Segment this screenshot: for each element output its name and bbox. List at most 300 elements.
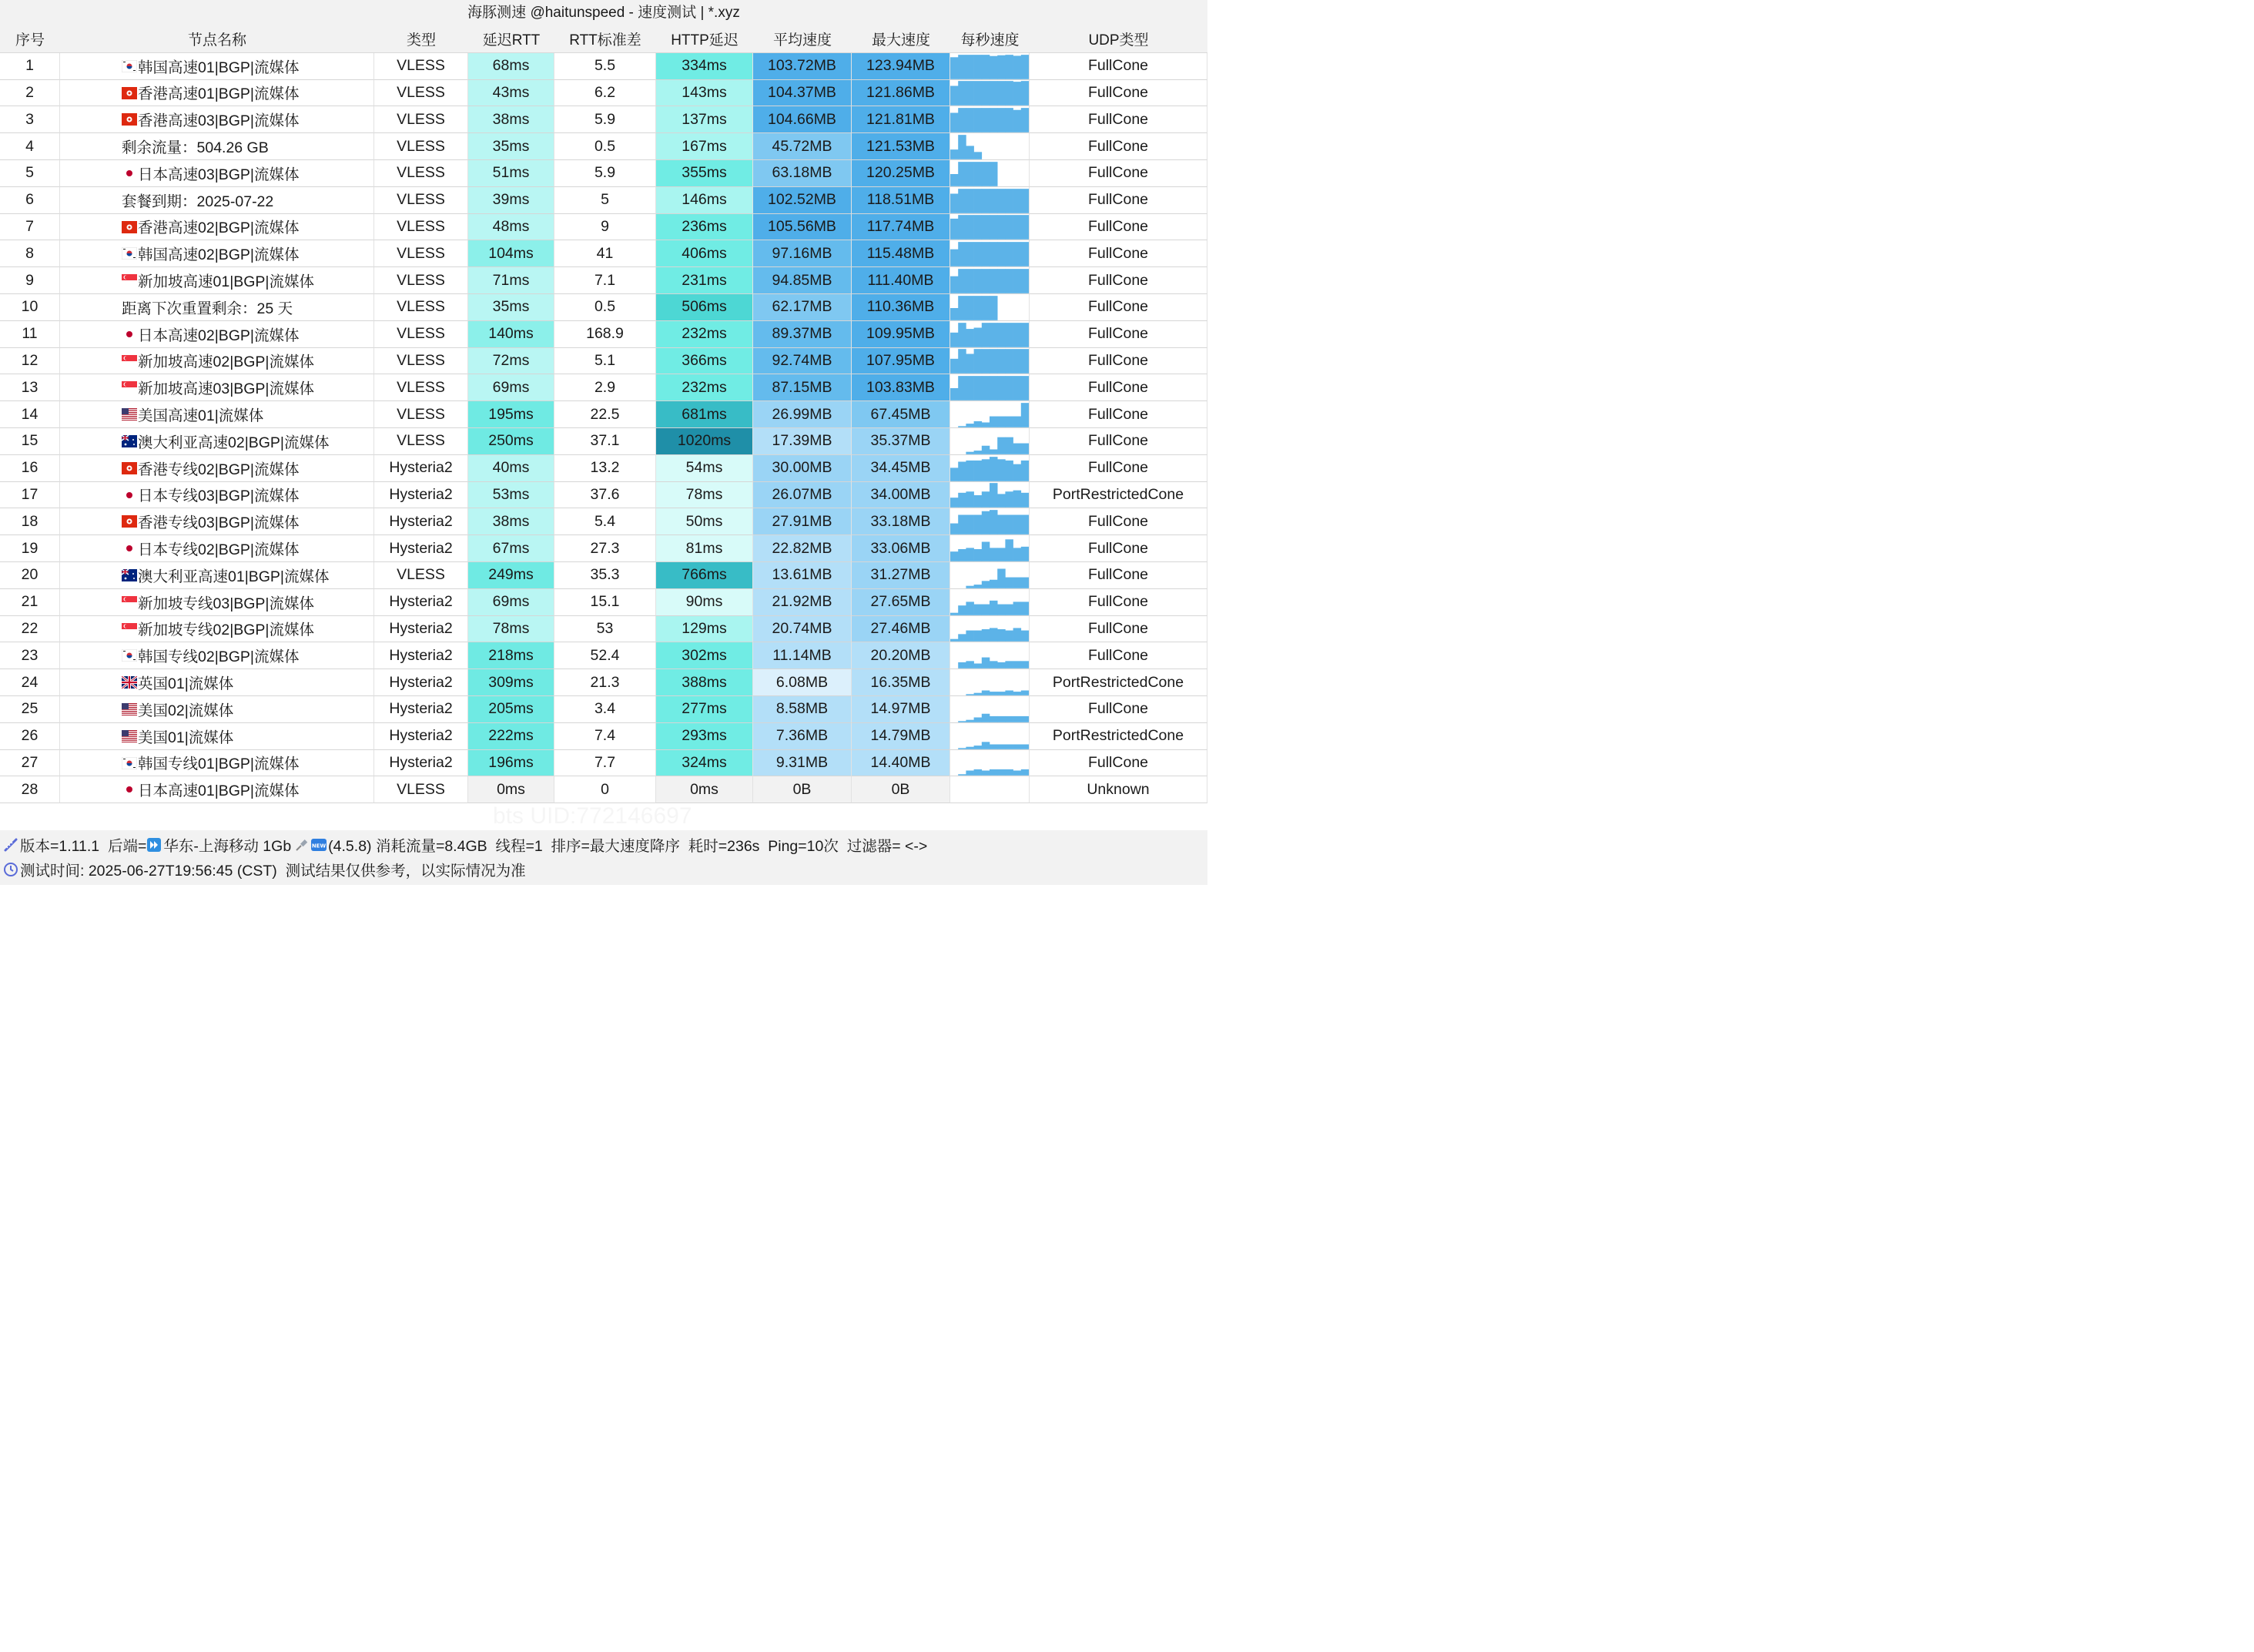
- speed-bar: [966, 354, 973, 374]
- speed-bar: [982, 771, 990, 776]
- speed-bar: [966, 242, 973, 266]
- udp-type-cell: FullCone: [1030, 187, 1207, 214]
- node-type: VLESS: [374, 267, 468, 294]
- speed-bar: [1013, 692, 1021, 695]
- per-second-speed-sparkline: [950, 401, 1030, 428]
- http-latency-cell: 231ms: [656, 267, 753, 294]
- avg-speed-cell: 102.52MB: [753, 187, 852, 214]
- node-name-cell: [60, 106, 374, 133]
- column-header[interactable]: HTTP延迟: [656, 26, 753, 53]
- node-name-cell: [60, 374, 374, 401]
- http-latency-cell: 766ms: [656, 562, 753, 589]
- row-index: 15: [0, 428, 60, 455]
- row-index: 5: [0, 160, 60, 187]
- avg-speed-cell: 94.85MB: [753, 267, 852, 294]
- speed-bar: [950, 524, 958, 534]
- rtt-std-cell: 168.9: [554, 321, 656, 348]
- speed-bar: [974, 769, 982, 776]
- speed-bar: [1005, 82, 1013, 106]
- speed-bar: [1005, 242, 1013, 266]
- speed-bar: [974, 269, 982, 293]
- speed-bar: [990, 628, 997, 642]
- jp-flag-icon: [122, 328, 137, 340]
- udp-type-cell: FullCone: [1030, 133, 1207, 160]
- avg-speed-cell: 26.99MB: [753, 401, 852, 428]
- node-type: VLESS: [374, 187, 468, 214]
- udp-type-cell: FullCone: [1030, 240, 1207, 267]
- speed-bar: [974, 495, 982, 508]
- speed-bar: [966, 492, 973, 508]
- node-name: 日本专线02|BGP|流媒体: [138, 541, 300, 559]
- speed-bar: [966, 585, 973, 588]
- http-latency-cell: 90ms: [656, 589, 753, 616]
- kr-flag-icon: [122, 649, 137, 662]
- speed-bar: [966, 269, 973, 293]
- row-index: 24: [0, 669, 60, 696]
- speed-bar: [1021, 631, 1029, 642]
- speed-bar: [966, 162, 973, 186]
- rtt-cell: 39ms: [468, 187, 554, 214]
- node-name-cell: [60, 642, 374, 669]
- node-name: 美国02|流媒体: [138, 702, 234, 719]
- rtt-cell: 78ms: [468, 616, 554, 643]
- speed-bar: [997, 629, 1005, 642]
- new-badge-icon: [311, 837, 327, 853]
- node-type: VLESS: [374, 321, 468, 348]
- node-name-cell: [60, 750, 374, 777]
- row-index: 6: [0, 187, 60, 214]
- speed-bar: [1021, 350, 1029, 374]
- column-header[interactable]: 类型: [374, 26, 468, 53]
- avg-speed-cell: 104.66MB: [753, 106, 852, 133]
- node-type: VLESS: [374, 428, 468, 455]
- node-name-cell: [60, 267, 374, 294]
- speed-bar: [974, 717, 982, 722]
- speed-bar: [1005, 417, 1013, 427]
- rtt-cell: 51ms: [468, 160, 554, 187]
- rtt-cell: 48ms: [468, 214, 554, 241]
- node-type: VLESS: [374, 53, 468, 80]
- rtt-std-cell: 0: [554, 776, 656, 803]
- http-latency-cell: 506ms: [656, 294, 753, 321]
- us-flag-icon: [122, 408, 137, 421]
- speed-bar: [990, 55, 997, 79]
- speed-bar: [974, 55, 982, 79]
- avg-speed-cell: 21.92MB: [753, 589, 852, 616]
- http-latency-cell: 681ms: [656, 401, 753, 428]
- node-name: 套餐到期：2025-07-22: [122, 193, 274, 210]
- http-latency-cell: 406ms: [656, 240, 753, 267]
- speed-bar: [950, 388, 958, 400]
- max-speed-cell: 67.45MB: [852, 401, 950, 428]
- rtt-std-cell: 22.5: [554, 401, 656, 428]
- column-header[interactable]: 序号: [0, 26, 60, 53]
- column-header[interactable]: 延迟RTT: [468, 26, 554, 53]
- max-speed-cell: 33.18MB: [852, 508, 950, 535]
- speed-bar: [966, 746, 973, 749]
- node-name: 英国01|流媒体: [138, 675, 234, 693]
- udp-type-cell: FullCone: [1030, 428, 1207, 455]
- node-type: Hysteria2: [374, 455, 468, 482]
- rtt-std-cell: 53: [554, 616, 656, 643]
- node-name: 日本高速02|BGP|流媒体: [138, 327, 300, 344]
- column-header[interactable]: UDP类型: [1030, 26, 1207, 53]
- rtt-std-cell: 21.3: [554, 669, 656, 696]
- row-index: 20: [0, 562, 60, 589]
- speed-bar: [997, 494, 1005, 508]
- node-name: 日本高速03|BGP|流媒体: [138, 166, 300, 183]
- rtt-cell: 196ms: [468, 750, 554, 777]
- max-speed-cell: 14.79MB: [852, 723, 950, 750]
- rtt-std-cell: 5: [554, 187, 656, 214]
- column-header[interactable]: 每秒速度: [950, 26, 1030, 53]
- speed-bar: [982, 581, 990, 588]
- udp-type-cell: FullCone: [1030, 401, 1207, 428]
- speed-bar: [997, 242, 1005, 266]
- speed-bar: [1021, 403, 1029, 427]
- node-name: 香港高速03|BGP|流媒体: [138, 112, 300, 130]
- max-speed-cell: 109.95MB: [852, 321, 950, 348]
- udp-type-cell: FullCone: [1030, 589, 1207, 616]
- max-speed-cell: 27.46MB: [852, 616, 950, 643]
- rtt-cell: 69ms: [468, 374, 554, 401]
- speed-bar: [950, 113, 958, 132]
- node-name: 香港高速01|BGP|流媒体: [138, 85, 300, 103]
- speed-bar: [1005, 631, 1013, 642]
- node-name: 新加坡专线03|BGP|流媒体: [138, 595, 315, 612]
- speed-bar: [990, 350, 997, 374]
- speed-bar: [990, 269, 997, 293]
- speed-bar: [997, 350, 1005, 374]
- speed-bar: [990, 510, 997, 534]
- row-index: 26: [0, 723, 60, 750]
- udp-type-cell: FullCone: [1030, 750, 1207, 777]
- jp-flag-icon: [122, 489, 137, 501]
- hk-flag-icon: [122, 113, 137, 126]
- speed-bar: [974, 296, 982, 320]
- sg-flag-icon: [122, 355, 137, 367]
- udp-type-cell: FullCone: [1030, 80, 1207, 107]
- per-second-speed-sparkline: [950, 348, 1030, 375]
- node-name: 香港专线03|BGP|流媒体: [138, 514, 300, 532]
- speed-bar: [982, 604, 990, 615]
- speed-bar: [1013, 577, 1021, 588]
- speed-bar: [974, 216, 982, 240]
- jp-flag-icon: [122, 542, 137, 555]
- speed-bar: [950, 639, 958, 642]
- rtt-cell: 68ms: [468, 53, 554, 80]
- speed-bar: [1013, 744, 1021, 749]
- rtt-std-cell: 27.3: [554, 535, 656, 562]
- avg-speed-cell: 103.72MB: [753, 53, 852, 80]
- speed-bar: [950, 359, 958, 374]
- rtt-cell: 309ms: [468, 669, 554, 696]
- max-speed-cell: 31.27MB: [852, 562, 950, 589]
- rtt-cell: 195ms: [468, 401, 554, 428]
- speed-bar: [958, 775, 966, 776]
- speed-bar: [997, 55, 1005, 79]
- node-name-cell: [60, 455, 374, 482]
- speed-bar: [990, 417, 997, 427]
- http-latency-cell: 388ms: [656, 669, 753, 696]
- speed-bar: [958, 82, 966, 106]
- speed-bar: [1013, 417, 1021, 427]
- speed-bar: [997, 744, 1005, 749]
- speed-bar: [1005, 492, 1013, 508]
- node-name: 剩余流量：504.26 GB: [122, 139, 269, 157]
- node-type: VLESS: [374, 562, 468, 589]
- avg-speed-cell: 87.15MB: [753, 374, 852, 401]
- http-latency-cell: 129ms: [656, 616, 753, 643]
- udp-type-cell: FullCone: [1030, 348, 1207, 375]
- speed-bar: [950, 149, 958, 159]
- node-name: 香港高速02|BGP|流媒体: [138, 219, 300, 237]
- speed-bar: [990, 162, 997, 186]
- per-second-speed-sparkline: [950, 53, 1030, 80]
- speed-bar: [1021, 376, 1029, 400]
- udp-type-cell: PortRestrictedCone: [1030, 723, 1207, 750]
- speed-bar: [990, 296, 997, 320]
- speed-bar: [1013, 661, 1021, 669]
- avg-speed-cell: 22.82MB: [753, 535, 852, 562]
- rtt-std-cell: 0.5: [554, 133, 656, 160]
- speed-bar: [950, 174, 958, 186]
- speed-bar: [974, 421, 982, 427]
- speed-bar: [950, 308, 958, 320]
- rtt-std-cell: 7.7: [554, 750, 656, 777]
- rtt-cell: 140ms: [468, 321, 554, 348]
- kr-flag-icon: [122, 757, 137, 769]
- speed-bar: [958, 748, 966, 749]
- speed-bar: [1021, 769, 1029, 776]
- speed-bar: [982, 350, 990, 374]
- node-name-cell: [60, 187, 374, 214]
- node-type: VLESS: [374, 240, 468, 267]
- speed-bar: [958, 189, 966, 213]
- speed-bar: [997, 769, 1005, 776]
- node-type: VLESS: [374, 106, 468, 133]
- sg-flag-icon: [122, 274, 137, 287]
- speed-bar: [974, 460, 982, 481]
- speed-bar: [1021, 269, 1029, 293]
- node-type: Hysteria2: [374, 589, 468, 616]
- speed-bar: [974, 631, 982, 642]
- column-header[interactable]: 平均速度: [753, 26, 852, 53]
- node-name-cell: [60, 240, 374, 267]
- speed-bar: [958, 515, 966, 534]
- http-latency-cell: 277ms: [656, 696, 753, 723]
- speed-bar: [966, 329, 973, 347]
- node-type: Hysteria2: [374, 750, 468, 777]
- satellite-icon: [294, 837, 310, 853]
- status-footer: [0, 830, 1207, 885]
- node-type: VLESS: [374, 80, 468, 107]
- speed-bar: [974, 242, 982, 266]
- max-speed-cell: 120.25MB: [852, 160, 950, 187]
- speed-bar: [974, 350, 982, 374]
- row-index: 16: [0, 455, 60, 482]
- http-latency-cell: 137ms: [656, 106, 753, 133]
- http-latency-cell: 302ms: [656, 642, 753, 669]
- speed-bar: [966, 146, 973, 159]
- rtt-cell: 72ms: [468, 348, 554, 375]
- watermark: [493, 803, 692, 829]
- node-type: Hysteria2: [374, 669, 468, 696]
- rtt-std-cell: 5.5: [554, 53, 656, 80]
- per-second-speed-sparkline: [950, 294, 1030, 321]
- node-name-cell: [60, 80, 374, 107]
- node-type: VLESS: [374, 294, 468, 321]
- speed-bar: [958, 108, 966, 132]
- speed-bar: [982, 511, 990, 534]
- speed-bar: [1005, 323, 1013, 347]
- column-header[interactable]: 最大速度: [852, 26, 950, 53]
- speed-bar: [1005, 604, 1013, 615]
- speed-bar: [974, 376, 982, 400]
- speed-bar: [1013, 82, 1021, 106]
- au-flag-icon: [122, 435, 137, 447]
- speed-bar: [966, 108, 973, 132]
- footer-line-2: [3, 859, 526, 880]
- speed-bar: [950, 612, 958, 615]
- rtt-std-cell: 41: [554, 240, 656, 267]
- speed-bar: [1021, 55, 1029, 79]
- node-name: 澳大利亚高速01|BGP|流媒体: [138, 568, 330, 585]
- speed-bar: [982, 459, 990, 481]
- speed-bar: [1013, 216, 1021, 240]
- node-type: Hysteria2: [374, 616, 468, 643]
- speed-bar: [974, 152, 982, 159]
- node-name: 韩国高速02|BGP|流媒体: [138, 246, 300, 264]
- speed-bar: [990, 579, 997, 588]
- footer-backend-name: 华东-上海移动 1Gb: [163, 838, 292, 855]
- node-name: 新加坡高速03|BGP|流媒体: [138, 380, 315, 398]
- speed-bar: [958, 426, 966, 427]
- row-index: 17: [0, 482, 60, 509]
- max-speed-cell: 110.36MB: [852, 294, 950, 321]
- speed-bar: [982, 629, 990, 642]
- kr-flag-icon: [122, 247, 137, 260]
- avg-speed-cell: 62.17MB: [753, 294, 852, 321]
- ruler-icon: [3, 837, 18, 853]
- speed-bar: [1013, 350, 1021, 374]
- max-speed-cell: 121.81MB: [852, 106, 950, 133]
- row-index: 25: [0, 696, 60, 723]
- speed-bar: [990, 744, 997, 749]
- us-flag-icon: [122, 730, 137, 742]
- speed-bar: [958, 549, 966, 561]
- speed-bar: [1021, 108, 1029, 132]
- row-index: 2: [0, 80, 60, 107]
- per-second-speed-sparkline: [950, 482, 1030, 509]
- avg-speed-cell: 105.56MB: [753, 214, 852, 241]
- speed-bar: [974, 162, 982, 186]
- node-name: 澳大利亚高速02|BGP|流媒体: [138, 434, 330, 451]
- speed-bar: [1013, 515, 1021, 534]
- footer-stats: (4.5.8) 消耗流量=8.4GB 线程=1 排序=最大速度降序 耗时=236s Ping=10次 过滤器= <->: [328, 838, 928, 855]
- speed-bar: [966, 601, 973, 615]
- avg-speed-cell: 8.58MB: [753, 696, 852, 723]
- speed-bar: [990, 600, 997, 615]
- per-second-speed-sparkline: [950, 723, 1030, 750]
- speed-bar: [1005, 690, 1013, 695]
- speed-bar: [958, 135, 966, 159]
- speed-bar: [1013, 628, 1021, 642]
- avg-speed-cell: 92.74MB: [753, 348, 852, 375]
- speed-bar: [966, 376, 973, 400]
- speed-bar: [997, 692, 1005, 695]
- row-index: 19: [0, 535, 60, 562]
- speed-bar: [997, 568, 1005, 588]
- http-latency-cell: 236ms: [656, 214, 753, 241]
- speed-bar: [974, 108, 982, 132]
- speed-bar: [958, 55, 966, 79]
- speed-bar: [997, 323, 1005, 347]
- speed-bar: [997, 515, 1005, 534]
- rtt-cell: 250ms: [468, 428, 554, 455]
- rtt-cell: 35ms: [468, 294, 554, 321]
- avg-speed-cell: 17.39MB: [753, 428, 852, 455]
- speed-bar: [958, 493, 966, 508]
- speed-bar: [1021, 577, 1029, 588]
- node-type: Hysteria2: [374, 508, 468, 535]
- max-speed-cell: 121.86MB: [852, 80, 950, 107]
- speed-bar: [997, 417, 1005, 427]
- speed-bar: [1013, 189, 1021, 213]
- row-index: 23: [0, 642, 60, 669]
- node-name-cell: [60, 535, 374, 562]
- node-type: VLESS: [374, 160, 468, 187]
- column-header[interactable]: 节点名称: [60, 26, 374, 53]
- rtt-cell: 38ms: [468, 508, 554, 535]
- speed-bar: [997, 437, 1005, 454]
- speed-bar: [1005, 460, 1013, 481]
- speed-bar: [990, 189, 997, 213]
- speed-bar: [950, 219, 958, 240]
- node-type: Hysteria2: [374, 642, 468, 669]
- node-name-cell: [60, 776, 374, 803]
- http-latency-cell: 143ms: [656, 80, 753, 107]
- au-flag-icon: [122, 569, 137, 581]
- speed-bar: [990, 449, 997, 454]
- http-latency-cell: 324ms: [656, 750, 753, 777]
- speed-bar: [990, 82, 997, 106]
- speed-bar: [974, 451, 982, 454]
- avg-speed-cell: 30.00MB: [753, 455, 852, 482]
- max-speed-cell: 121.53MB: [852, 133, 950, 160]
- udp-type-cell: FullCone: [1030, 562, 1207, 589]
- column-header[interactable]: RTT标准差: [554, 26, 656, 53]
- speed-bar: [974, 693, 982, 695]
- udp-type-cell: FullCone: [1030, 616, 1207, 643]
- speed-bar: [982, 742, 990, 749]
- speed-bar: [958, 269, 966, 293]
- max-speed-cell: 14.40MB: [852, 750, 950, 777]
- speed-bar: [1013, 323, 1021, 347]
- speed-bar: [1005, 376, 1013, 400]
- speed-bar: [974, 549, 982, 561]
- udp-type-cell: FullCone: [1030, 508, 1207, 535]
- results-table: [0, 26, 1207, 803]
- avg-speed-cell: 63.18MB: [753, 160, 852, 187]
- speed-bar: [1005, 661, 1013, 669]
- node-name: 香港专线02|BGP|流媒体: [138, 461, 300, 478]
- rtt-std-cell: 37.1: [554, 428, 656, 455]
- node-name: 韩国专线01|BGP|流媒体: [138, 756, 300, 773]
- node-name: 距离下次重置剩余：25 天: [122, 300, 293, 317]
- avg-speed-cell: 20.74MB: [753, 616, 852, 643]
- speed-bar: [1021, 493, 1029, 508]
